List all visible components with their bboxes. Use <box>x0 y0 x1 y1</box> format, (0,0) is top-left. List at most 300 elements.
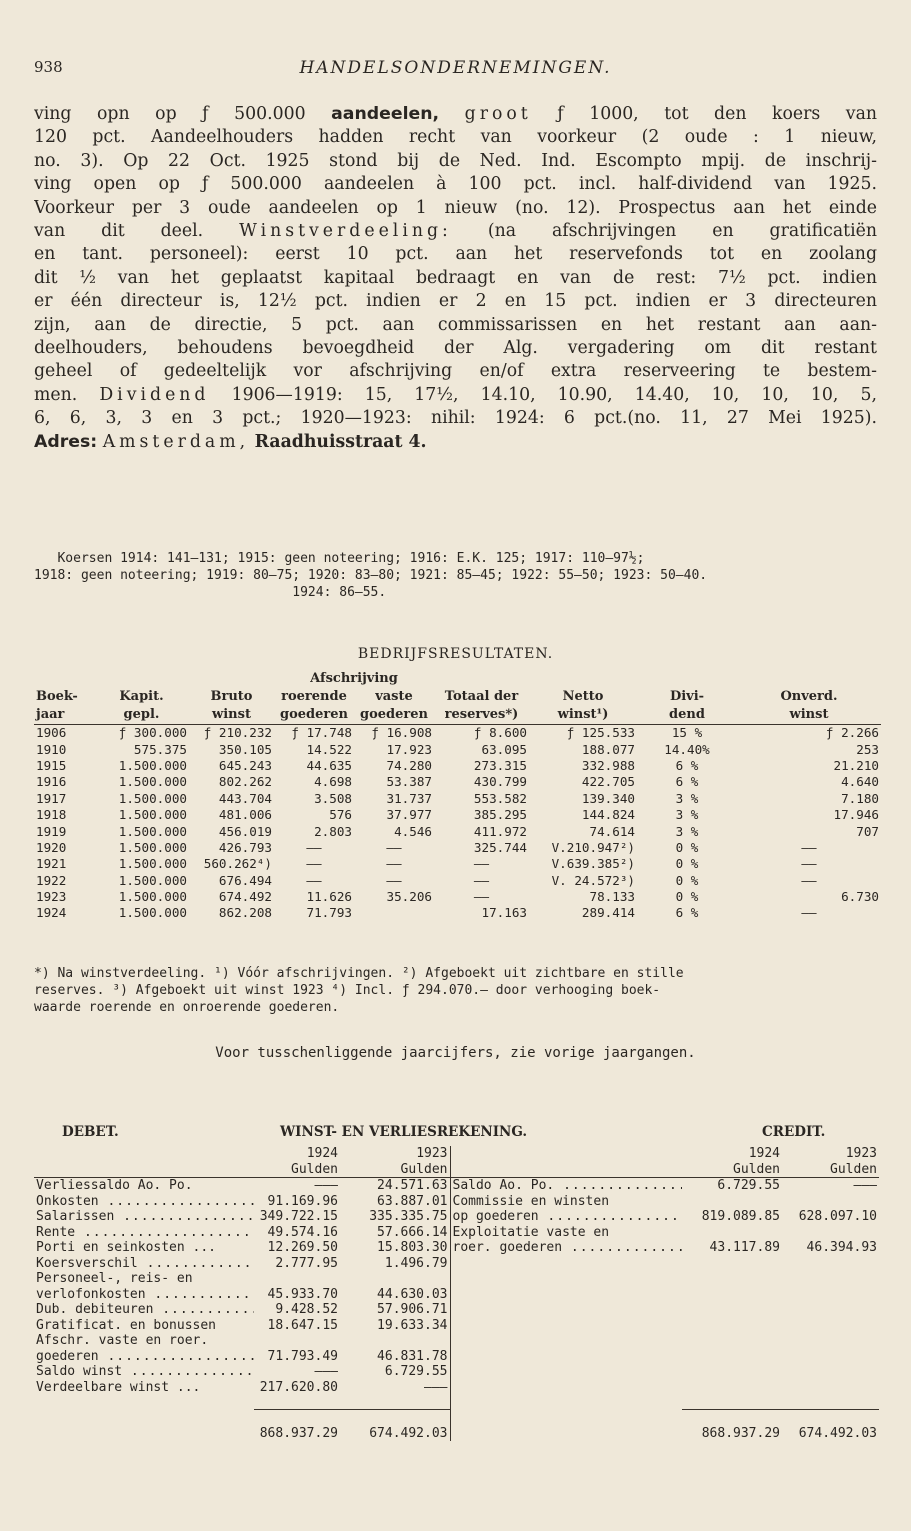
table-cell: 1.500.000 <box>118 774 187 790</box>
account-row <box>34 1318 879 1334</box>
company-description <box>34 103 877 454</box>
table-cell: 21.210 <box>833 757 879 773</box>
debit-amount-1923: 24.571.63 <box>340 1178 450 1194</box>
table-cell: 553.582 <box>473 790 527 806</box>
credit-amount-1924 <box>682 1349 782 1365</box>
price-line: 1924: 86—55. <box>34 585 387 600</box>
table-cell: 385.295 <box>473 807 527 823</box>
credit-amount-1924 <box>682 1271 782 1287</box>
account-row <box>34 1287 879 1303</box>
table-cell: V.639.385²) <box>551 856 635 872</box>
account-label <box>34 1225 254 1241</box>
table-cell: 44.635 <box>306 757 352 773</box>
table-row <box>34 791 881 807</box>
year-header: 1923 <box>340 1146 450 1162</box>
account-label-text: Koersverschil ..... <box>36 1256 254 1271</box>
debit-amount-1923: 335.335.75 <box>340 1209 450 1225</box>
rule-cell <box>254 1395 340 1410</box>
debit-amount-1924 <box>254 1333 340 1349</box>
account-label <box>34 1287 254 1303</box>
credit-amount-1924: 6.729.55 <box>717 1178 780 1193</box>
table-cell: 6 % <box>675 757 699 773</box>
account-label <box>34 1256 254 1272</box>
table-cell: 422.705 <box>581 774 635 790</box>
debit-amount-1924: 349.722.15 <box>259 1209 338 1224</box>
spacer <box>450 1162 682 1178</box>
previous-years-note: Voor tusschenliggende jaarcijfers, zie vorige jaargangen. <box>215 1045 696 1061</box>
running-title: HANDELSONDERNEMINGEN. <box>299 58 612 78</box>
debit-amount-1924: 91.169.96 <box>267 1193 338 1209</box>
text-line <box>34 103 877 126</box>
table-row <box>34 807 881 823</box>
account-label <box>34 1209 254 1225</box>
table-cell: —— <box>801 872 817 888</box>
table-cell: 0 % <box>675 856 699 872</box>
table-cell: 4.546 <box>394 823 432 839</box>
table-cell: —— <box>473 889 490 905</box>
debit-amount-1923: 63.887.01 <box>340 1194 450 1210</box>
text-run: zijn, aan de directie, 5 pct. aan commissarissen en het restant aan aan- <box>34 314 877 335</box>
table-cell: 426.793 <box>218 839 272 855</box>
column-header: winst <box>737 706 881 725</box>
table-cell: 7.180 <box>841 790 879 806</box>
account-label-text: roer. goederen ..... <box>453 1240 683 1255</box>
text-run: Voorkeur per 3 oude aandeelen op 1 nieuw (no. 12). Prospectus aan het einde <box>34 197 877 218</box>
gap-row <box>34 1410 879 1426</box>
debit-amount-1924: 12.269.50 <box>267 1240 338 1255</box>
rule-cell <box>450 1395 682 1410</box>
table-row <box>34 889 881 905</box>
table-cell: 862.208 <box>218 905 272 921</box>
table-cell: 2.803 <box>314 823 352 839</box>
table-cell: 273.315 <box>473 757 527 773</box>
spacer <box>450 1146 682 1162</box>
text-line <box>34 220 877 243</box>
table-cell: 71.793 <box>306 905 352 921</box>
table-cell: 1.500.000 <box>118 757 187 773</box>
text-run: no. 3). Op 22 Oct. 1925 stond bij de Ned. Ind. Escompto mpij. de inschrij- <box>34 150 877 171</box>
credit-amount-1923 <box>782 1318 879 1334</box>
table-cell: 11.626 <box>306 889 352 905</box>
text-run: van dit deel. <box>34 221 240 242</box>
table-cell: —— <box>386 856 402 872</box>
totals-row <box>34 1426 879 1442</box>
account-label-text: Saldo Ao. Po. ..... <box>453 1178 683 1193</box>
table-cell: 6 % <box>675 905 699 921</box>
column-header: Boek- <box>36 689 78 704</box>
footnote-line: reserves. ³) Afgeboekt uit winst 1923 ⁴) Incl. ƒ 294.070.— door verhooging boek- <box>34 983 661 998</box>
table-cell: —— <box>801 839 817 855</box>
table-cell: V.210.947²) <box>551 839 635 855</box>
table-cell: 17.946 <box>833 807 879 823</box>
debit-amount-1924: 18.647.15 <box>267 1317 338 1333</box>
table-cell: 1910 <box>36 741 67 757</box>
table-cell: 1915 <box>36 757 67 773</box>
debit-amount-1924 <box>254 1271 340 1287</box>
table-cell: 3 % <box>675 790 699 806</box>
results-title: BEDRIJFSRESULTATEN. <box>357 646 554 662</box>
table-cell: 1.500.000 <box>118 823 187 839</box>
account-label-text: Onkosten ..... <box>36 1194 254 1209</box>
table-cell: 0 % <box>675 889 699 905</box>
account-label <box>34 1271 254 1287</box>
table-cell: 456.019 <box>218 823 272 839</box>
table-cell: 0 % <box>675 839 699 855</box>
credit-amount-1923 <box>782 1271 879 1287</box>
account-label-text: Saldo winst ..... <box>36 1364 254 1379</box>
credit-amount-1924 <box>682 1364 782 1380</box>
table-cell: 6 % <box>675 774 699 790</box>
account-label-text: Personeel-, reis- en <box>36 1271 193 1286</box>
text-run: ƒ 1000, tot den koers van <box>531 104 877 124</box>
text-run: dit ½ van het geplaatst kapitaal bedraagt en van de rest: 7½ pct. indien <box>34 267 877 288</box>
table-cell: 674.492 <box>218 889 272 905</box>
debit-amount-1923: 57.666.14 <box>340 1225 450 1241</box>
credit-amount-1923 <box>782 1225 879 1241</box>
year-header-row <box>34 1146 879 1162</box>
table-cell: V. 24.572³) <box>551 872 635 888</box>
table-cell: 188.077 <box>581 741 635 757</box>
account-label-text: Commissie en winsten <box>452 1193 610 1209</box>
credit-label: CREDIT. <box>762 1124 826 1140</box>
column-header: gepl. <box>94 706 189 725</box>
account-title: WINST- EN VERLIESREKENING. <box>280 1124 528 1140</box>
credit-amount-1923 <box>782 1380 879 1396</box>
column-header: dend <box>637 706 737 725</box>
profit-loss-account <box>34 1124 879 1441</box>
credit-amount-1923 <box>782 1349 879 1365</box>
credit-amount-1924 <box>682 1287 782 1303</box>
credit-amount-1924 <box>682 1333 782 1349</box>
debit-amount-1923 <box>340 1333 450 1349</box>
table-cell: 645.243 <box>218 757 272 773</box>
table-cell: 325.744 <box>473 839 527 855</box>
table-cell: 1.500.000 <box>118 839 187 855</box>
table-cell: 74.614 <box>589 823 635 839</box>
account-row <box>34 1240 879 1256</box>
table-cell: ƒ 125.533 <box>566 725 635 741</box>
debit-amount-1923: 6.729.55 <box>340 1364 450 1380</box>
table-cell: 676.494 <box>218 872 272 888</box>
table-cell: 1923 <box>36 889 67 905</box>
account-label <box>34 1333 254 1349</box>
column-header: goederen <box>354 706 434 725</box>
price-line: 1918: geen noteering; 1919: 80—75; 1920: 83—80; 1921: 85—45; 1922: 55—50; 1923: 50—40. <box>34 568 708 583</box>
account-label <box>450 1271 682 1287</box>
text-line <box>34 384 877 407</box>
account-row <box>34 1225 879 1241</box>
table-cell: 63.095 <box>481 741 527 757</box>
column-header: Totaal der <box>444 689 519 704</box>
table-cell: 37.977 <box>386 807 432 823</box>
account-table <box>34 1146 879 1441</box>
text-run: geheel of gedeeltelijk vor afschrijving en/of extra reserveering te bestem- <box>34 361 877 382</box>
table-cell: 443.704 <box>218 790 272 806</box>
rule-cell <box>682 1395 782 1410</box>
table-cell: —— <box>386 872 402 888</box>
table-cell: —— <box>306 856 322 872</box>
credit-amount-1924 <box>682 1194 782 1210</box>
table-cell: 15 % <box>671 725 703 741</box>
table-cell: 1920 <box>36 839 67 855</box>
share-prices <box>34 550 877 601</box>
credit-amount-1923: 46.394.93 <box>806 1240 877 1255</box>
credit-amount-1923 <box>782 1194 879 1210</box>
footnote-line: *) Na winstverdeeling. ¹) Vóór afschrijvingen. ²) Afgeboekt uit zichtbare en stille <box>34 966 684 981</box>
rule-row <box>34 1395 879 1410</box>
credit-amount-1923: ——— <box>853 1178 877 1193</box>
currency-header: Gulden <box>340 1162 450 1178</box>
table-cell: 1.500.000 <box>118 807 187 823</box>
account-label <box>34 1302 254 1318</box>
debit-amount-1924: ——— <box>314 1364 338 1379</box>
table-cell: 411.972 <box>473 823 527 839</box>
table-cell: ƒ 16.908 <box>371 725 432 741</box>
table-cell: 1.500.000 <box>118 856 187 872</box>
table-row <box>34 856 881 872</box>
account-row <box>34 1178 879 1194</box>
credit-amount-1923: 628.097.10 <box>798 1209 877 1224</box>
text-run: groot <box>464 104 532 124</box>
table-cell: 4.640 <box>841 774 879 790</box>
table-cell: 1919 <box>36 823 67 839</box>
column-header: vaste <box>375 689 413 704</box>
table-cell: ƒ 300.000 <box>118 725 187 741</box>
gap-cell <box>450 1410 682 1426</box>
spacer <box>34 1146 254 1162</box>
text-line <box>34 290 877 313</box>
account-row <box>34 1194 879 1210</box>
rule-cell <box>782 1395 879 1410</box>
debit-amount-1923: 19.633.34 <box>340 1318 450 1334</box>
account-label-text: Exploitatie vaste en <box>452 1224 610 1240</box>
account-row <box>34 1333 879 1349</box>
account-row <box>34 1271 879 1287</box>
currency-header-row <box>34 1162 879 1178</box>
debit-amount-1923 <box>340 1271 450 1287</box>
account-label <box>34 1240 254 1256</box>
account-row <box>34 1349 879 1365</box>
table-cell: 1917 <box>36 790 67 806</box>
table-row <box>34 823 881 839</box>
table-row <box>34 725 881 742</box>
table-cell: —— <box>473 856 490 872</box>
rule-cell <box>34 1395 254 1410</box>
account-label-text: verlofonkosten ..... <box>36 1287 254 1302</box>
text-line <box>34 197 877 220</box>
table-cell: 802.262 <box>218 774 272 790</box>
table-row <box>34 741 881 757</box>
account-row <box>34 1302 879 1318</box>
account-label <box>450 1194 682 1210</box>
table-cell: —— <box>386 839 402 855</box>
debit-amount-1923: 57.906.71 <box>340 1302 450 1318</box>
table-cell: 253 <box>856 741 879 757</box>
year-header: 1924 <box>306 1146 338 1161</box>
account-label-text: goederen ..... <box>36 1349 254 1364</box>
depreciation-group-header: Afschrijving <box>310 671 398 686</box>
table-cell: 1.500.000 <box>118 790 187 806</box>
footnotes <box>34 965 877 1016</box>
table-cell: 1924 <box>36 905 67 921</box>
table-cell: 1921 <box>36 856 67 872</box>
column-header: roerende <box>281 689 347 704</box>
table-cell: 74.280 <box>386 757 432 773</box>
table-cell: 1916 <box>36 774 67 790</box>
debit-amount-1924: 9.428.52 <box>275 1302 338 1317</box>
text-run: ving opn op ƒ 500.000 <box>34 104 332 124</box>
currency-header: Gulden <box>254 1162 340 1178</box>
column-header: Onverd. <box>780 689 838 704</box>
debit-amount-1923: 44.630.03 <box>340 1287 450 1303</box>
table-cell: 6.730 <box>841 889 879 905</box>
account-row <box>34 1209 879 1225</box>
table-cell: 14.40% <box>664 741 710 757</box>
table-row <box>34 873 881 889</box>
credit-total-1923: 674.492.03 <box>798 1425 877 1441</box>
debit-amount-1924: 71.793.49 <box>267 1348 338 1364</box>
account-label-text: Verliessaldo Ao. Po. <box>36 1178 193 1193</box>
table-cell: 481.006 <box>218 807 272 823</box>
credit-amount-1924 <box>682 1318 782 1334</box>
text-run: en tant. personeel): eerst 10 pct. aan het reservefonds tot en zoolang <box>34 244 877 265</box>
table-cell: —— <box>306 839 322 855</box>
table-cell: ƒ 210.232 <box>203 725 272 741</box>
text-run: Amsterdam, <box>102 431 250 452</box>
spacer <box>34 1162 254 1178</box>
page-number: 938 <box>34 58 63 76</box>
column-header: winst¹) <box>529 706 637 725</box>
credit-amount-1923 <box>782 1364 879 1380</box>
account-row <box>34 1256 879 1272</box>
table-cell: 78.133 <box>589 889 635 905</box>
account-label <box>34 1364 254 1380</box>
debet-label: DEBET. <box>62 1124 119 1140</box>
spacer <box>450 1426 682 1442</box>
text-run: Adres: <box>34 431 98 452</box>
credit-amount-1924: 43.117.89 <box>709 1240 780 1255</box>
account-label <box>34 1380 254 1396</box>
account-label <box>450 1209 682 1225</box>
table-cell: 560.262⁴) <box>203 856 272 872</box>
text-line <box>34 243 877 266</box>
table-cell: 17.163 <box>481 905 527 921</box>
table-cell: 1906 <box>36 725 67 741</box>
table-cell: 289.414 <box>581 905 635 921</box>
table-cell: 1.500.000 <box>118 889 187 905</box>
credit-amount-1923 <box>782 1287 879 1303</box>
gap-cell <box>34 1410 254 1426</box>
table-cell: 576 <box>329 807 352 823</box>
debit-amount-1923: 1.496.79 <box>340 1256 450 1272</box>
column-header: winst <box>189 706 274 725</box>
currency-header: Gulden <box>682 1162 782 1178</box>
text-line <box>34 173 877 196</box>
column-header: Kapit. <box>119 689 164 704</box>
account-label-text: Gratificat. en bonussen <box>36 1317 217 1333</box>
page-header <box>34 58 877 82</box>
account-label-text: Dub. debiteuren ..... <box>36 1302 254 1317</box>
account-label-text: Porti en seinkosten ... <box>36 1240 217 1255</box>
account-label-text: op goederen ..... <box>453 1209 683 1224</box>
table-cell: 35.206 <box>386 889 432 905</box>
table-row <box>34 774 881 790</box>
year-header: 1924 <box>748 1146 780 1161</box>
debit-total-1923: 674.492.03 <box>340 1426 450 1442</box>
debit-amount-1923: 15.803.30 <box>340 1240 450 1256</box>
text-run: 120 pct. Aandeelhouders hadden recht van voorkeur (2 oude : 1 nieuw, <box>34 127 877 148</box>
footnote-line: waarde roerende en onroerende goederen. <box>34 1000 340 1015</box>
table-cell: 0 % <box>675 872 699 888</box>
text-line <box>34 360 877 383</box>
credit-amount-1924 <box>682 1380 782 1396</box>
column-header: reserves*) <box>434 706 529 725</box>
table-cell: 3 % <box>675 807 699 823</box>
debit-amount-1924: 45.933.70 <box>267 1286 338 1302</box>
text-run: aandeelen, <box>331 104 440 124</box>
account-label-text: Verdeelbare winst ... <box>36 1379 201 1395</box>
table-cell: 53.387 <box>386 774 432 790</box>
table-cell: 430.799 <box>473 774 527 790</box>
spacer <box>34 1426 254 1442</box>
column-header: Bruto <box>210 689 253 704</box>
text-run: ving open op ƒ 500.000 aandeelen à 100 pct. incl. half-dividend van 1925. <box>34 174 877 195</box>
text-run: Winstverdeeling: <box>239 221 452 242</box>
table-cell: —— <box>801 856 817 872</box>
account-label-text: Rente ..... <box>36 1225 254 1240</box>
table-cell: 144.824 <box>581 807 635 823</box>
table-cell <box>354 905 434 921</box>
debit-amount-1924: ——— <box>314 1178 338 1193</box>
text-line <box>34 126 877 149</box>
text-run: deelhouders, behoudens bevoegdheid der Alg. vergadering om dit restant <box>34 338 877 359</box>
text-line <box>34 314 877 337</box>
credit-amount-1924 <box>682 1256 782 1272</box>
credit-amount-1923 <box>782 1302 879 1318</box>
text-line <box>34 267 877 290</box>
price-line: Koersen 1914: 141—131; 1915: geen noteering; 1916: E.K. 125; 1917: 110—97½; <box>34 551 645 566</box>
table-cell: ƒ 2.266 <box>825 725 879 741</box>
column-header: Netto <box>562 689 604 704</box>
currency-header: Gulden <box>782 1162 879 1178</box>
account-label-text: Afschr. vaste en roer. <box>36 1333 209 1348</box>
credit-total-1924: 868.937.29 <box>701 1425 780 1441</box>
gap-cell <box>782 1410 879 1426</box>
gap-cell <box>340 1410 450 1426</box>
table-cell: —— <box>306 872 322 888</box>
debit-amount-1924: 2.777.95 <box>275 1255 338 1271</box>
text-line <box>34 150 877 173</box>
table-cell: 707 <box>856 823 879 839</box>
table-cell: 1918 <box>36 807 67 823</box>
account-label <box>34 1194 254 1210</box>
table-cell: 1922 <box>36 872 67 888</box>
table-cell: 1.500.000 <box>118 905 187 921</box>
table-cell: 332.988 <box>581 757 635 773</box>
column-header: jaar <box>34 706 94 725</box>
year-header: 1923 <box>845 1146 877 1161</box>
account-label <box>450 1178 682 1194</box>
text-line <box>34 431 877 454</box>
account-label <box>34 1178 254 1194</box>
table-cell: 17.923 <box>386 741 432 757</box>
text-run: Raadhuisstraat 4. <box>254 431 427 452</box>
debit-amount-1924: 49.574.16 <box>267 1224 338 1240</box>
table-cell: 575.375 <box>133 741 187 757</box>
table-cell: 1.500.000 <box>118 872 187 888</box>
text-line <box>34 337 877 360</box>
account-row <box>34 1364 879 1380</box>
